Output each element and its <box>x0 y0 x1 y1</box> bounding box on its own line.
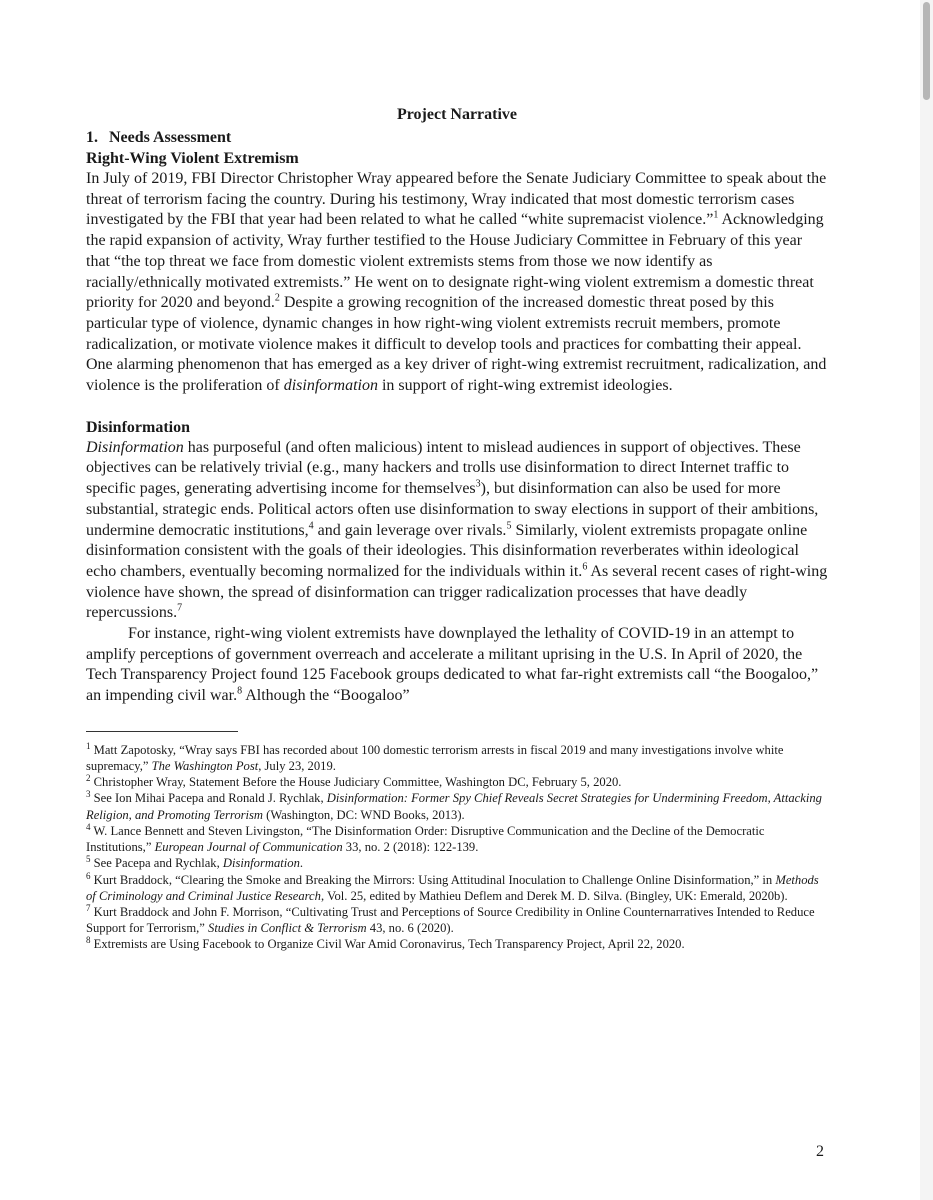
text-run: and gain leverage over rivals. <box>313 521 507 539</box>
text-run: ), but disinformation can also be used for more substantial, strategic ends. Political actors often use disinformation to sway elections in support of their ambitions, undermine democratic institutions, <box>86 480 819 539</box>
text-run: , July 23, 2019. <box>258 759 336 774</box>
italic-text: Disinformation <box>222 856 300 871</box>
italic-text: disinformation <box>283 377 378 395</box>
italic-text: Disinformation <box>86 438 184 456</box>
subheading-disinformation: Disinformation <box>86 418 190 436</box>
footnote-ref: 6 <box>582 561 588 573</box>
text-run: See Pacepa and Rychlak, <box>90 856 223 871</box>
section-heading-needs-assessment <box>86 127 828 148</box>
text-run: Extremists are Using Facebook to Organize Civil War Amid Coronavirus, Tech Transparency Project, April 22, 2020. <box>90 937 685 952</box>
footnote-ref: 4 <box>308 520 314 532</box>
text-run: Acknowledging the rapid expansion of activity, Wray further testified to the House Judiciary Committee in February of this year that “the top threat we face from domestic violent extremists stems from those we now identify as racially/ethnically motivated extremists.” He went on to designate right-wing violent extremism a domestic threat priority for 2020 and beyond. <box>86 211 824 312</box>
footnote-6 <box>86 872 828 904</box>
paragraph-right-wing-extremism <box>86 169 828 397</box>
footnote-ref: 5 <box>506 520 512 532</box>
text-run: Kurt Braddock, “Clearing the Smoke and Breaking the Mirrors: Using Attitudinal Inoculation to Challenge Online Disinformation,” in <box>90 872 776 887</box>
footnote-ref: 2 <box>274 292 280 304</box>
text-run: See Ion Mihai Pacepa and Ronald J. Rychlak, <box>90 791 327 806</box>
text-run: Kurt Braddock and John F. Morrison, “Cultivating Trust and Perceptions of Source Credibility in Online Counternarratives Intended to Reduce Support for Terrorism,” <box>86 904 815 936</box>
text-run: (Washington, DC: WND Books, 2013). <box>263 807 465 822</box>
scrollbar-thumb[interactable] <box>923 2 930 100</box>
text-run: Similarly, violent extremists propagate online disinformation consistent with the goals of their ideologies. This disinformation reverberates within ideological echo chambers, eventually becoming normalized for the individuals within it. <box>86 521 808 580</box>
footnote-ref: 8 <box>86 935 91 946</box>
footnote-7 <box>86 904 828 936</box>
text-run: has purposeful (and often malicious) intent to mislead audiences in support of objectives. These objectives can be relatively trivial (e.g., many hackers and trolls use disinformation to direct Internet traffic to specific pages, generating advertising income for themselves <box>86 438 801 498</box>
text-run: . <box>299 856 304 871</box>
footnote-ref: 3 <box>86 789 91 800</box>
italic-text: Studies in Conflict & Terrorism <box>208 921 367 936</box>
text-run: Despite a growing recognition of the increased domestic threat posed by this particular type of violence, dynamic changes in how right-wing violent extremists recruit members, promote radicalization, or motivate violence makes it difficult to develop tools and practices for combatting their appeal. One alarming phenomenon that has emerged as a key driver of right-wing extremist recruitment, radicalization, and violence is the proliferation of <box>86 294 827 395</box>
footnote-ref: 4 <box>86 821 91 832</box>
italic-text: European Journal of Communication <box>154 840 343 855</box>
footnote-ref: 1 <box>86 740 91 751</box>
text-run: Matt Zapotosky, “Wray says FBI has recorded about 100 domestic terrorism arrests in fiscal 2019 and many investigations involve white supremacy,” <box>86 742 784 774</box>
footnote-1 <box>86 742 828 774</box>
text-run: in support of right-wing extremist ideologies. <box>377 377 673 395</box>
text-run: In July of 2019, FBI Director Christopher Wray appeared before the Senate Judiciary Committee to speak about the threat of terrorism facing the country. During his testimony, Wray indicated that most domestic terrorism cases investigated by the FBI that year had been related to what he called “white supremacist violence.” <box>86 170 827 229</box>
footnote-ref: 7 <box>86 902 91 913</box>
text-run: For instance, right-wing violent extremists have downplayed the lethality of COVID-19 in an attempt to amplify perceptions of government overreach and accelerate a militant uprising in the U.S. In April of 2020, the Tech Transparency Project found 125 Facebook groups dedicated to what far-right extremists call “the Boogaloo,” an impending civil war. <box>86 625 819 705</box>
text-run: Christopher Wray, Statement Before the House Judiciary Committee, Washington DC, February 5, 2020. <box>90 775 622 790</box>
italic-text: Disinformation: Former Spy Chief Reveals Secret Strategies for Undermining Freedom, Attacking Religion, and Promoting Terrorism <box>86 791 822 822</box>
footnote-ref: 3 <box>475 478 481 490</box>
footnote-ref: 5 <box>86 854 91 865</box>
paragraph-disinformation-1 <box>86 438 828 624</box>
text-run: 43, no. 6 (2020). <box>366 921 454 936</box>
footnote-separator <box>86 731 238 732</box>
footnotes <box>86 742 828 953</box>
italic-text: The Washington Post <box>151 759 259 774</box>
scrollbar[interactable] <box>920 0 933 1200</box>
subheading-right-wing-violent-extremism: Right-Wing Violent Extremism <box>86 150 299 167</box>
footnote-ref: 1 <box>713 210 719 222</box>
text-run: , Vol. 25, edited by Mathieu Deflem and Derek M. D. Silva. (Bingley, UK: Emerald, 2020b). <box>320 888 788 903</box>
footnote-4 <box>86 823 828 855</box>
text-run: Although the “Boogaloo” <box>242 687 410 705</box>
text-run: 33, no. 2 (2018): 122-139. <box>342 840 479 855</box>
page-title: Project Narrative <box>396 106 518 123</box>
page-number: 2 <box>816 1143 824 1160</box>
paragraph-disinformation-2 <box>86 624 828 707</box>
footnote-ref: 2 <box>86 773 91 784</box>
footnote-ref: 8 <box>237 685 243 697</box>
section-number: 1. <box>86 129 98 146</box>
footnote-3 <box>86 790 828 822</box>
footnote-ref: 7 <box>177 603 183 615</box>
footnote-5 <box>86 855 828 871</box>
text-run: As several recent cases of right-wing violence have shown, the spread of disinformation can trigger radicalization processes that have deadly repercussions. <box>86 562 828 622</box>
italic-text: Methods of Criminology and Criminal Justice Research <box>86 872 819 903</box>
document-page <box>86 104 828 953</box>
footnote-2 <box>86 774 828 790</box>
section-heading-text: Needs Assessment <box>109 129 232 146</box>
footnote-ref: 6 <box>86 870 91 881</box>
footnote-8 <box>86 936 828 952</box>
text-run: W. Lance Bennett and Steven Livingston, “The Disinformation Order: Disruptive Communication and the Decline of the Democratic Institutions,” <box>86 823 765 855</box>
